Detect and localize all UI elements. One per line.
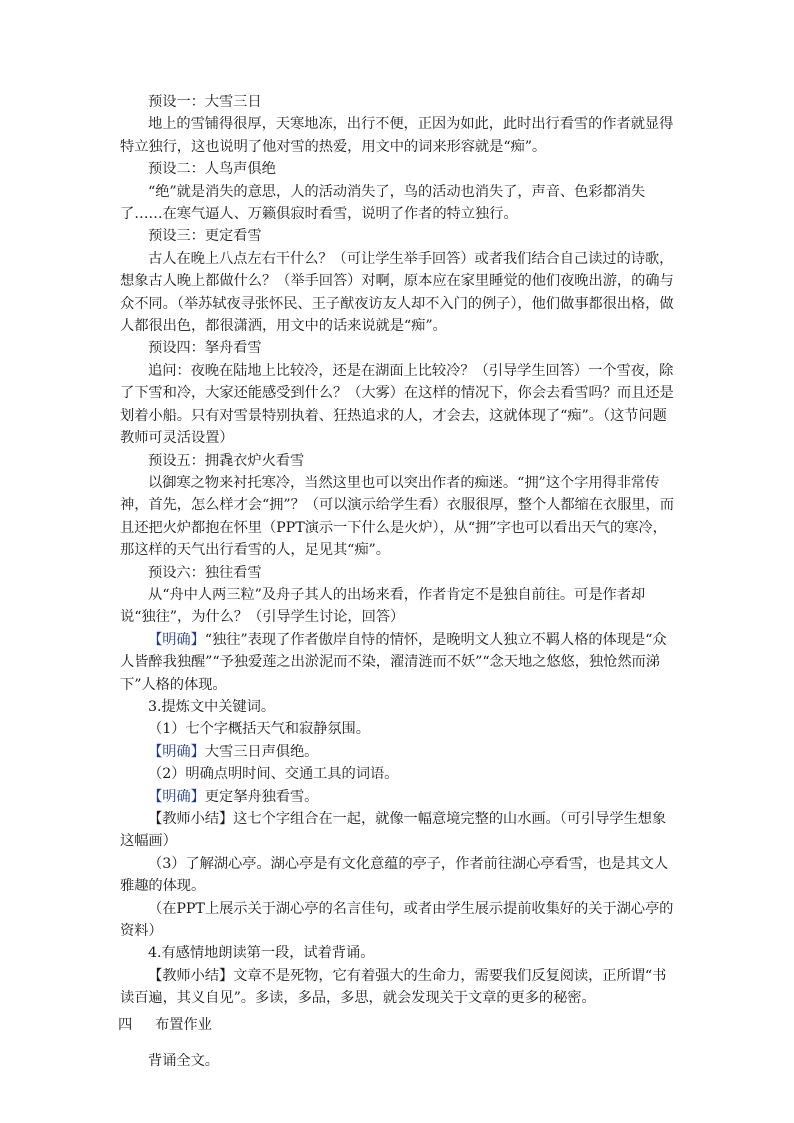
clarification-tag: 【明确】 — [148, 743, 205, 760]
paragraph: 以御寒之物来衬托寒冷，当然这里也可以突出作者的痴迷。“拥”这个字用得非常传神，首先，怎么样才会“拥”？（可以演示给学生看）衣服很厚，整个人都缩在衣服里，而且还把火炉都抱在怀里（PPT演示一下什么是火炉），从“拥”字也可以看出天气的寒冷，那这样的天气出行看雪的人，足见其“痴”。 — [120, 474, 674, 559]
clarification-tag: 【明确】 — [148, 788, 205, 805]
step-heading: 3.提炼文中关键词。 — [148, 698, 276, 715]
section-title: 布置作业 — [155, 1016, 212, 1033]
clarification-text: “独往”表现了作者傲岸自恃的情怀，是晚明文人独立不羁人格的体现是“众人皆醉我独醒”“予独爱莲之出淤泥而不染，濯清涟而不妖”“念天地之悠悠，独怆然而涕下”人格的体现。 — [120, 631, 667, 693]
preset-heading: 预设一：大雪三日 — [148, 94, 262, 110]
preset-heading: 预设五：拥毳衣炉火看雪 — [148, 452, 305, 469]
step-heading: 4.有感情地朗读第一段，试着背诵。 — [148, 945, 375, 962]
clarification-paragraph — [120, 629, 680, 696]
preset-heading: 预设六：独往看雪 — [148, 564, 262, 581]
clarification-paragraph — [120, 741, 680, 763]
paragraph: 地上的雪铺得很厚，天寒地冻，出行不便，正因为如此，此时出行看雪的作者就显得特立独行，这也说明了他对雪的热爱，用文中的词来形容就是“痴”。 — [120, 116, 674, 155]
sub-item: （2）明确点明时间、交通工具的词语。 — [148, 766, 399, 783]
clarification-text: 大雪三日声俱绝。 — [204, 743, 319, 760]
clarification-tag: 【明确】 — [148, 631, 205, 648]
homework-paragraph: 背诵全文。 — [148, 1053, 219, 1070]
paragraph: （在PPT上展示关于湖心亭的名言佳句，或者由学生展示提前收集好的关于湖心亭的资料） — [120, 900, 674, 940]
clarification-paragraph — [120, 786, 680, 808]
paragraph: “绝”就是消失的意思，人的活动消失了，鸟的活动也消失了，声音、色彩都消失了……在寒气逼人、万籁俱寂时看雪，说明了作者的特立独行。 — [120, 183, 646, 223]
section-number: 四 — [118, 1016, 133, 1033]
teacher-summary: 【教师小结】文章不是死物，它有着强大的生命力，需要我们反复阅读，正所谓“书读百遍，其义自见”。多读，多品，多思，就会发现关于文章的更多的秘密。 — [120, 967, 667, 1007]
preset-heading: 预设四：拏舟看雪 — [148, 340, 262, 357]
section-heading — [120, 1014, 680, 1036]
preset-heading: 预设三：更定看雪 — [148, 228, 262, 245]
sub-item: （3）了解湖心亭。湖心亭是有文化意蕴的亭子，作者前往湖心亭看雪，也是其文人雅趣的体现。 — [120, 855, 669, 895]
clarification-text: 更定拏舟独看雪。 — [204, 788, 319, 805]
teacher-summary: 【教师小结】这七个字组合在一起，就像一幅意境完整的山水画。（可引导学生想象这幅画） — [120, 811, 667, 850]
paragraph: 追问：夜晚在陆地上比较冷，还是在湖面上比较冷？（引导学生回答）一个雪夜，除了下雪和冷，大家还能感受到什么？（大雾）在这样的情况下，你会去看雪吗？而且还是划着小船。只有对雪景特别执着、狂热追求的人，才会去，这就体现了“痴”。（这节问题教师可灵活设置） — [120, 362, 674, 447]
paragraph: 古人在晚上八点左右干什么？（可让学生举手回答）或者我们结合自己读过的诗歌，想象古人晚上都做什么？（举手回答）对啊，原本应在家里睡觉的他们夜晚出游，的确与众不同。（举苏轼夜寻张怀民、王子猷夜访友人却不入门的例子），他们做事都很出格，做人都很出色，都很潇洒，用文中的话来说就是“痴”。 — [120, 250, 674, 335]
spacer — [120, 1036, 680, 1050]
sub-item: （1）七个字概括天气和寂静氛围。 — [148, 721, 370, 738]
lesson-body — [120, 91, 680, 1072]
paragraph: 从“舟中人两三粒”及舟子其人的出场来看，作者肯定不是独自前往。可是作者却说“独往”，为什么？（引导学生讨论，回答） — [120, 586, 646, 626]
preset-heading: 预设二：人鸟声俱绝 — [148, 161, 276, 178]
